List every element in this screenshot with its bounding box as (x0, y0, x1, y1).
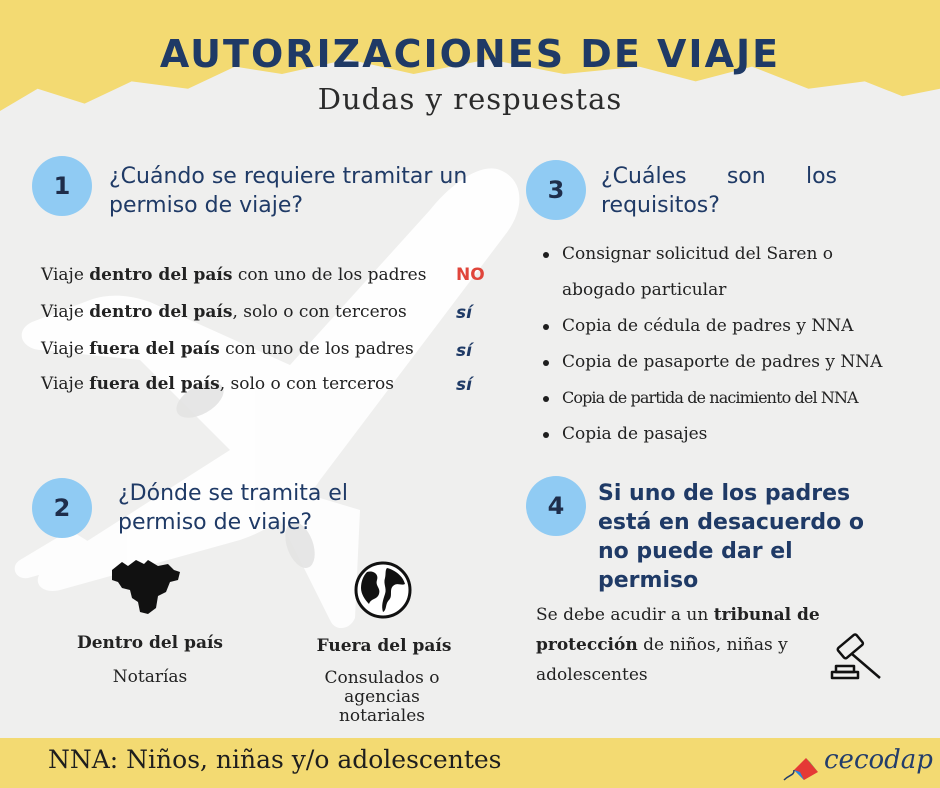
outside-country-value: Consulados o agencias notariales (324, 668, 440, 726)
page-subtitle: Dudas y respuestas (317, 82, 623, 116)
requirement-item-continuation: abogado particular (562, 280, 727, 300)
requirement-item: Copia de partida de nacimiento del NNA (540, 380, 920, 416)
page-title: AUTORIZACIONES DE VIAJE (159, 32, 781, 76)
gavel-icon (828, 628, 888, 686)
q1-row-2-tag: sí (456, 303, 472, 323)
acronym-footnote: NNA: Niños, niñas y/o adolescentes (48, 745, 502, 774)
inside-country-value: Notarías (112, 667, 188, 687)
q1-row-2: Viaje dentro del país, solo o con terceros (41, 302, 407, 322)
inside-country-label: Dentro del país (77, 633, 223, 653)
requirement-item: Copia de cédula de padres y NNA (540, 308, 920, 344)
q1-row-3-tag: sí (456, 341, 472, 361)
section-1-number: 1 (32, 156, 92, 216)
section-4-answer: Se debe acudir a un tribunal de protección de niños, niñas y adolescentes (536, 605, 820, 685)
section-2-title: ¿Dónde se tramita el permiso de viaje? (118, 481, 348, 535)
globe-icon (353, 560, 413, 620)
section-4-number: 4 (526, 476, 586, 536)
requirement-item: Consignar solicitud del Saren o (540, 236, 920, 272)
q1-row-3: Viaje fuera del país con uno de los padres (41, 339, 414, 359)
q1-row-4-tag: sí (456, 375, 472, 395)
q1-row-4: Viaje fuera del país, solo o con terceros (41, 374, 394, 394)
q1-row-1: Viaje dentro del país con uno de los padres (41, 265, 427, 285)
section-1-title: ¿Cuándo se requiere tramitar un permiso de viaje? (109, 164, 468, 218)
requirement-item: Copia de pasaporte de padres y NNA (540, 344, 920, 380)
airplane-illustration (0, 150, 560, 650)
requirement-item: Copia de pasajes (540, 416, 920, 452)
section-2-number: 2 (32, 478, 92, 538)
q1-row-1-tag: NO (456, 265, 485, 285)
brand-logo-text: cecodap (824, 745, 933, 775)
section-3-number: 3 (526, 160, 586, 220)
section-3-title: ¿Cuáles son los requisitos? (601, 164, 837, 218)
section-4-title: Si uno de los padres está en desacuerdo o no puede dar el permiso (598, 481, 864, 593)
venezuela-map-icon (108, 556, 184, 618)
outside-country-label: Fuera del país (316, 636, 452, 656)
requirements-list (540, 236, 920, 452)
